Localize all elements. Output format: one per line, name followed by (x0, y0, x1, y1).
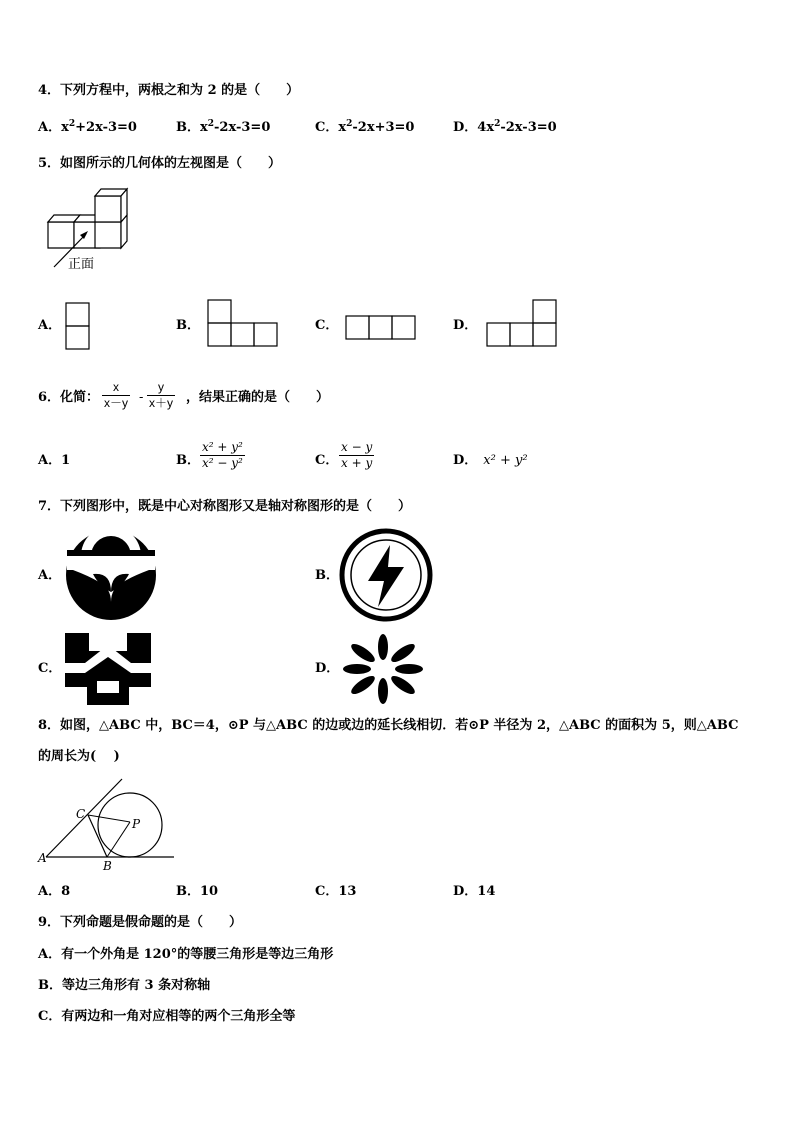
q7-stem: 7．下列图形中，既是中心对称图形又是轴对称图形的是（ ） (38, 499, 412, 514)
q6-option-b-den: x² − y² (202, 456, 243, 470)
q4-option-c-base: x (338, 120, 347, 135)
q8-stem-line1: 8．如图，△ABC 中，BC＝4，⊙P 与△ABC 的边或边的延长线相切．若⊙P 半径为 2，△ABC 的面积为 5，则△ABC (38, 718, 739, 733)
q8-option-c[interactable] (315, 884, 356, 900)
q4-option-a-rest: +2x-3=0 (75, 120, 137, 135)
q6-option-b-fraction[interactable] (200, 440, 245, 471)
q6-option-a-label: A． (38, 453, 62, 468)
q4-option-d-sup: 2 (494, 119, 501, 129)
q6-option-a[interactable] (38, 453, 70, 469)
q7-option-b-label[interactable]: B． (315, 568, 339, 583)
q6-fraction-1-den: x－y (104, 396, 129, 410)
q6-option-c-label[interactable]: C． (315, 453, 339, 468)
q8-option-a[interactable] (38, 884, 70, 900)
q8-option-c-value: 13 (338, 884, 357, 899)
q9-option-c[interactable]: C．有两边和一角对应相等的两个三角形全等 (38, 1009, 296, 1024)
q8-label-b: B (103, 859, 112, 873)
q6-minus: - (139, 390, 144, 405)
q5-option-a-label[interactable]: A． (38, 318, 62, 333)
q4-stem: 4．下列方程中，两根之和为 2 的是（ ） (38, 83, 300, 98)
q6-option-a-value: 1 (61, 453, 71, 468)
q7-option-a-logo-icon[interactable] (63, 526, 159, 622)
q5-option-a-figure[interactable] (65, 302, 91, 350)
q6-option-c-den: x + y (341, 456, 373, 470)
q6-option-d-expr: x² + y² (483, 453, 528, 468)
q8-option-b[interactable] (176, 884, 218, 900)
q4-option-a-base: x (61, 120, 69, 135)
q5-front-label: 正面 (68, 256, 95, 271)
q4-option-c-label: C． (315, 120, 339, 135)
q4-option-b-rest: -2x-3=0 (214, 120, 271, 135)
q4-option-d-base: 4x (477, 120, 495, 135)
q5-option-b-figure[interactable] (207, 299, 279, 347)
q4-option-d-label: D． (453, 120, 478, 135)
q7-option-c-label[interactable]: C． (38, 661, 62, 676)
q6-option-c-num: x − y (341, 440, 373, 454)
q7-option-b-lightning-icon[interactable] (338, 527, 434, 623)
q8-option-c-label: C． (315, 884, 339, 899)
q6-suffix: ，结果正确的是（ ） (186, 390, 330, 405)
q4-option-c-rest: -2x+3=0 (352, 120, 415, 135)
q9-option-a[interactable]: A．有一个外角是 120°的等腰三角形是等边三角形 (38, 947, 334, 962)
q7-option-c-pattern-icon[interactable] (65, 633, 151, 705)
q8-stem-line2: 的周长为( ) (38, 749, 120, 764)
q8-option-a-value: 8 (61, 884, 71, 899)
q5-option-b-label[interactable]: B． (176, 318, 200, 333)
q6-option-d-label: D． (453, 453, 478, 468)
q8-label-a: A (38, 851, 47, 865)
q6-option-d[interactable] (453, 453, 528, 469)
q7-option-d-flower-icon[interactable] (340, 633, 426, 705)
q4-option-a[interactable] (38, 120, 137, 136)
q4-option-a-sup: 2 (68, 119, 76, 129)
q4-option-c[interactable] (315, 120, 414, 136)
q8-option-a-label: A． (38, 884, 62, 899)
q6-prefix: 6．化简： (38, 390, 100, 405)
q5-option-d-figure[interactable] (486, 299, 558, 347)
q7-option-a-label[interactable]: A． (38, 568, 62, 583)
q5-option-d-label[interactable]: D． (453, 318, 478, 333)
q8-option-d-value: 14 (477, 884, 496, 899)
q8-label-p: P (132, 817, 141, 831)
q6-option-b-num: x² + y² (202, 440, 243, 454)
q6-option-b-label[interactable]: B． (176, 453, 200, 468)
q4-option-d-rest: -2x-3=0 (500, 120, 557, 135)
q5-stem: 5．如图所示的几何体的左视图是（ ） (38, 156, 282, 171)
q4-option-b-base: x (200, 120, 208, 135)
q8-option-d[interactable] (453, 884, 495, 900)
q5-option-c-label[interactable]: C． (315, 318, 339, 333)
q4-option-b-sup: 2 (207, 119, 215, 129)
q9-option-b[interactable]: B．等边三角形有 3 条对称轴 (38, 978, 211, 993)
q8-option-d-label: D． (453, 884, 478, 899)
q6-fraction-2 (147, 380, 175, 411)
q4-option-d[interactable] (453, 120, 557, 136)
q6-fraction-2-den: x＋y (149, 396, 174, 410)
q7-option-d-label[interactable]: D． (315, 661, 340, 676)
q8-label-c: C (76, 807, 86, 821)
q4-option-c-sup: 2 (346, 119, 353, 129)
q8-option-b-value: 10 (200, 884, 219, 899)
q4-option-a-label: A． (38, 120, 62, 135)
q6-option-c-fraction[interactable] (339, 440, 374, 471)
q6-fraction-1 (102, 380, 130, 411)
q8-option-b-label: B． (176, 884, 200, 899)
q6-fraction-2-num: y (158, 380, 164, 394)
q4-option-b-label: B． (176, 120, 200, 135)
q4-option-b[interactable] (176, 120, 270, 136)
q6-fraction-1-num: x (113, 380, 119, 394)
q9-stem: 9．下列命题是假命题的是（ ） (38, 915, 243, 930)
q5-option-c-figure[interactable] (345, 315, 417, 341)
